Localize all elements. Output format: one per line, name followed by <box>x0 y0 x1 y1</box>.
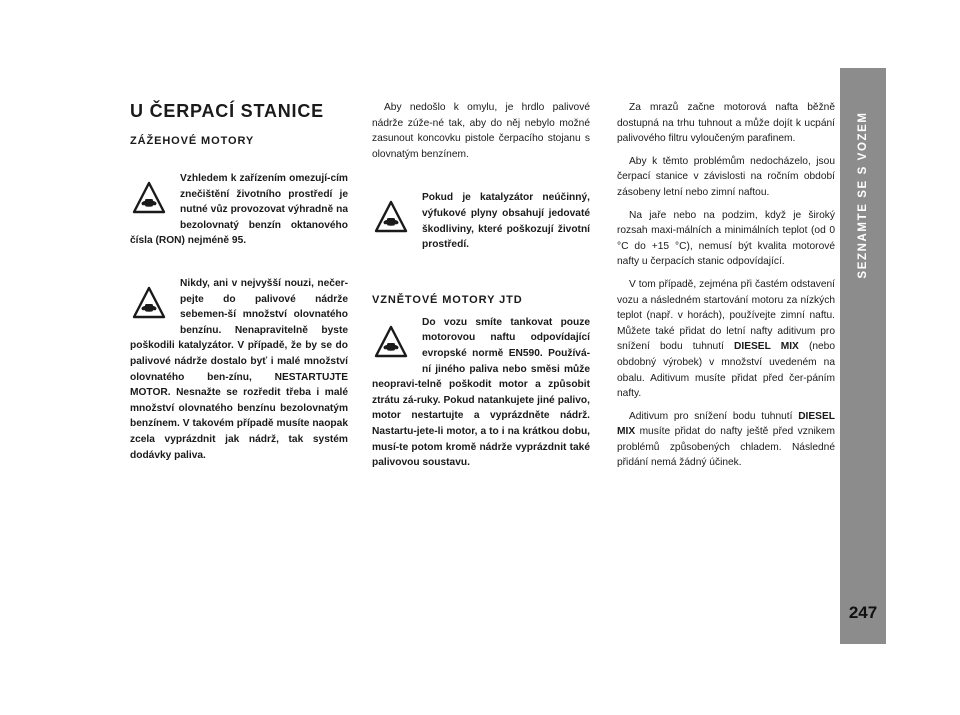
product-name: DIESEL MIX <box>617 410 835 438</box>
environment-warning-icon <box>374 200 408 234</box>
section-side-tab-label: SEZNAMTE SE S VOZEM <box>857 111 869 279</box>
section-heading-petrol: ZÁŽEHOVÉ MOTORY <box>130 135 255 147</box>
paragraph-text: musíte přidat do nafty ještě před vznikem problémů způsobených chladem. Následné přidání nemá žádný účinek. <box>617 426 835 469</box>
warning-text: Do vozu smíte tankovat pouze motorovou naftu odpovídající evropské normě EN590. Používá-ní jiného paliva nebo směsi může neopravi-telně poškodit motor a způsobit ztrátu zá-ruky. Pokud natankujete jiné palivo, motor nestartujte a vyprázdněte nádrž. Nastartu-jete-li motor, a to i na krátkou dobu, musí-te potom kromě nádrže vyprázdnit také palivovou soustavu. <box>372 316 590 469</box>
paragraph-text: (nebo obdobný výrobek) v množství uvedeném na obalu. Aditivum musíte přidat před čer-páním nafty. <box>617 341 836 400</box>
paragraph <box>617 277 835 402</box>
warning-text: Pokud je katalyzátor neúčinný, výfukové plyny obsahují jedovaté škodliviny, které poškozují životní prostředí. <box>422 192 590 251</box>
paragraph: Aby k těmto problémům nedocházelo, jsou čerpací stanice v závislosti na ročním období zásobeny letní nebo zimní naftou. <box>617 155 835 198</box>
warning-text: Nikdy, ani v nejvyšší nouzi, nečer-pejte do palivové nádrže sebemen-ší množství olovnatého benzínu. Nenapravitelně byste poškodili katalyzátor. V případě, že by se do palivové nádrže dostalo byť i malé množství olovnatého ben-zínu, NESTARTUJTE MOTOR. Nesnažte se rozředit třeba i malé množství olovnatého benzínu bezolovnatým benzínem. V takovém případě musíte naopak zcela vyprázdnit jak nádrž, tak systém dodávky paliva. <box>130 277 348 461</box>
section-heading-diesel: VZNĚTOVÉ MOTORY JTD <box>372 293 523 306</box>
environment-warning-icon <box>374 325 408 359</box>
right-column <box>617 100 835 478</box>
paragraph: Na jaře nebo na podzim, když je široký rozsah maxi-málních a minimálních teplot (od 0 °C do +15 °C), nemusí být kvalita motorové nafty u čerpacích stanic odpovídající. <box>617 209 835 268</box>
warning-text: Vzhledem k zařízením omezují-cím znečištění životního prostředí je nutné vůz provozovat výhradně na bezolovnatý benzín oktanového čísla (RON) nejméně 95. <box>130 173 348 247</box>
warning-block <box>372 190 590 252</box>
paragraph: Za mrazů začne motorová nafta běžně dostupná na trhu tuhnout a může dojít k ucpání palivového filtru vyloučeným parafinem. <box>617 102 835 145</box>
paragraph-text: V tom případě, zejména při častém odstavení vozu a následném startování motoru za nízkých teplot (např. v horách), používejte zimní naftu. Můžete také přidat do letní nafty aditivum pro snížení bodu tuhnutí <box>617 278 835 353</box>
section-side-tab-label-wrap <box>852 95 874 295</box>
middle-column <box>372 100 590 471</box>
page-title: U ČERPACÍ STANICE <box>130 101 324 121</box>
warning-block <box>130 276 348 463</box>
warning-block <box>130 171 348 249</box>
product-name: DIESEL MIX <box>734 341 799 353</box>
environment-warning-icon <box>132 286 166 320</box>
paragraph <box>617 409 835 471</box>
page-number: 247 <box>848 603 878 622</box>
paragraph: Aby nedošlo k omylu, je hrdlo palivové nádrže zúže-né tak, aby do něj nebylo možné zasunout koncovku pistole čerpacího stojanu s olovnatým benzínem. <box>372 102 590 160</box>
left-column <box>130 100 348 463</box>
environment-warning-icon <box>132 181 166 215</box>
warning-block <box>372 315 590 471</box>
paragraph-text: Aditivum pro snížení bodu tuhnutí <box>629 410 799 422</box>
